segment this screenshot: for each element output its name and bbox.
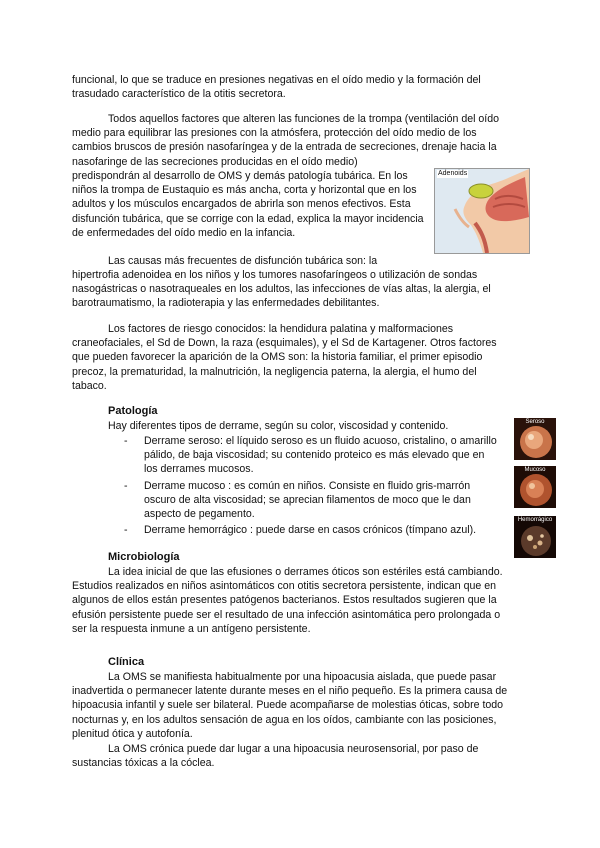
list-dash: - bbox=[124, 524, 128, 537]
derrame-seroso-text: Derrame seroso: el líquido seroso es un fluido acuoso, cristalino, o amarillo pálido, de baja viscosidad; su contenido proteico es más elevado que en los derrames mucosos. bbox=[144, 435, 497, 476]
list-item bbox=[108, 479, 500, 522]
nasal-anatomy-figure bbox=[434, 168, 530, 254]
paragraph-causas: hipertrofia adenoidea en los niños y los tumores nasofaríngeos o utilización de sondas nasogástricas o nasotraqueales en los adultos, las infecciones de vías altas, la alergia, el barotraumatismo, la radioterapia y las enfermedades debilitantes. bbox=[72, 269, 491, 310]
list-dash: - bbox=[124, 479, 128, 492]
list-dash: - bbox=[124, 435, 128, 447]
otoscopy-image-mucoso bbox=[514, 466, 556, 508]
nasal-cross-section-illustration bbox=[435, 169, 529, 253]
thumb-label-hemorragico: Hemorrágico bbox=[517, 517, 553, 523]
paragraph-trompa-children: predispondrán al desarrollo de OMS y demás patología tubárica. En los niños la trompa de Eustaquio es más ancha, corta y horizontal que en los adultos y los músculos encargados de abrirla son menos efectivos. Esta disfunción tubárica, que se corrige con la edad, explica la mayor incidencia de enfermedades del oído medio en la infancia. bbox=[72, 170, 424, 239]
figure-label-adenoids: Adenoids bbox=[438, 170, 468, 177]
derrame-mucoso-text: Derrame mucoso : es común en niños. Consiste en fluido gris-marrón oscuro de alta viscosidad; se aprecian filamentos de moco que le dan aspecto de pegamento. bbox=[144, 479, 471, 521]
otoscopy-image-hemorragico bbox=[514, 516, 556, 558]
patologia-intro: Hay diferentes tipos de derrame, según su color, viscosidad y contenido. bbox=[108, 420, 449, 432]
paragraph-microbiologia: La idea inicial de que las efusiones o derrames óticos son estériles está cambiando. Estudios realizados en niños asintomáticos con otitis secretora persistente, indican que en algunos de ellos están presentes patógenos bacterianos. Estos resultados sugieren que la efusión persistente puede ser el resultado de una infección asintomática pero prolongada o ser la respuesta inmune a un antígeno persistente. bbox=[72, 566, 503, 635]
list-item bbox=[108, 434, 500, 477]
paragraph-riesgo: Los factores de riesgo conocidos: la hendidura palatina y malformaciones craneofaciales, el Sd de Down, la raza (esquimales), y el Sd de Kartagener. Otros factores que pueden favorecer la aparición de la OMS son: la historia familiar, el primer episodio precoz, la prematuridad, la malnutrición, la negligencia paterna, la alergia, el humo del tabaco. bbox=[72, 323, 497, 392]
otoscopy-image-seroso bbox=[514, 418, 556, 460]
derrame-hemorragico-text: Derrame hemorrágico : puede darse en casos crónicos (tímpano azul). bbox=[144, 524, 477, 537]
heading-clinica: Clínica bbox=[108, 656, 145, 668]
derrame-types-list bbox=[108, 434, 500, 539]
paragraph-clinica-2: La OMS crónica puede dar lugar a una hipoacusia neurosensorial, por paso de sustancias tóxicas a la cóclea. bbox=[72, 743, 479, 770]
paragraph-clinica-1: La OMS se manifiesta habitualmente por una hipoacusia aislada, que puede pasar inadvertida o permanecer latente durante meses en el niño pequeño. Es la primera causa de hipoacusia infantil y suele ser bilateral. Puede acompañarse de molestias óticas, sobre todo nocturnas y, en los adultos sensación de agua en los oídos, cambiante con las posiciones, plenitud ótica y autofonía. bbox=[72, 671, 508, 740]
paragraph-causas-lead: Las causas más frecuentes de disfunción tubárica son: la bbox=[108, 255, 378, 267]
paragraph-trompa-functions: Todos aquellos factores que alteren las funciones de la trompa (ventilación del oído medio para equilibrar las presiones con la atmósfera, protección del oído medio de los cambios bruscos de presión nasofaríngea y de la entrada de secreciones, drenaje hacia la nasofaringe de las secreciones producidas en el oído medio) bbox=[72, 113, 500, 168]
thumb-label-seroso: Seroso bbox=[525, 419, 545, 425]
heading-patologia: Patología bbox=[108, 405, 158, 417]
list-item bbox=[108, 523, 500, 537]
thumb-label-mucoso: Mucoso bbox=[524, 467, 546, 473]
heading-microbiologia: Microbiología bbox=[108, 551, 180, 563]
paragraph-intro: funcional, lo que se traduce en presiones negativas en el oído medio y la formación del trasudado característico de la otitis secretora. bbox=[72, 74, 481, 101]
